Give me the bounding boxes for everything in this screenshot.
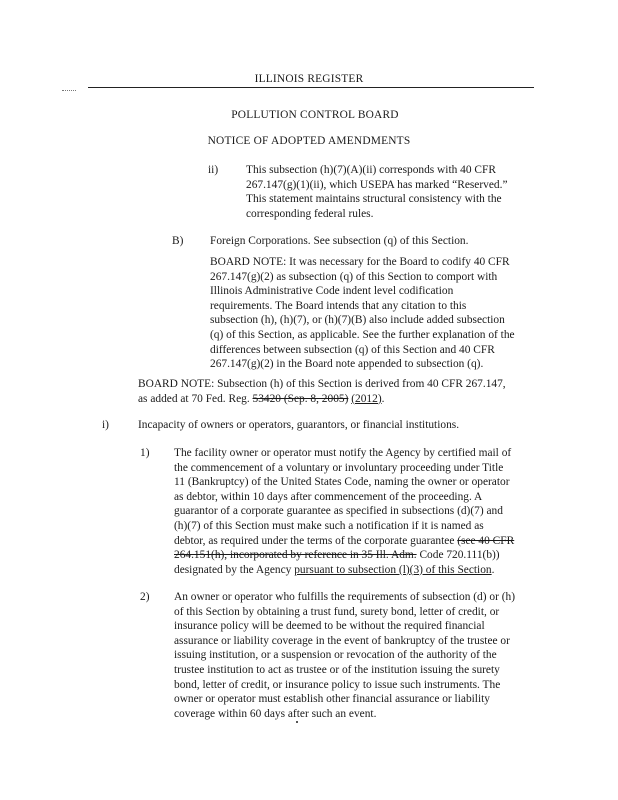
item-1-line: [174, 548, 500, 563]
added-text: pursuant to subsection (l)(3) of this Section: [294, 563, 492, 576]
text-run: .: [381, 392, 385, 405]
notice-title: NOTICE OF ADOPTED AMENDMENTS: [207, 135, 411, 147]
item-1-label: 1): [140, 447, 150, 459]
item-2-line: bond, letter of credit, or insurance policy to issue such instruments. The: [174, 678, 501, 691]
text-run: Code 720.111(b)): [416, 549, 500, 562]
board-note-1-line: 267.147(g)(2) in the Board note appended to subsection (q).: [210, 358, 484, 371]
item-1-line: [174, 563, 494, 578]
board-note-2-line: BOARD NOTE: Subsection (h) of this Section is derived from 40 CFR 267.147,: [138, 378, 506, 390]
item-1-line: guarantor of a corporate guarantee as specified in subsections (d)(7) and: [174, 505, 503, 518]
item-ii-label: ii): [208, 164, 219, 176]
item-1-line: as debtor, within 10 days after commencement of the proceeding. A: [174, 490, 483, 503]
board-note-1-line: 267.147(g)(2) as subsection (q) of this Section to comport with: [210, 270, 498, 283]
item-1-line: The facility owner or operator must notify the Agency by certified mail of: [174, 447, 512, 459]
header-rule: [88, 87, 534, 88]
item-B-label: B): [172, 235, 184, 247]
item-1-line: 11 (Bankruptcy) of the United States Code, naming the owner or operator: [174, 476, 510, 489]
item-ii-line: 267.147(g)(1)(ii), which USEPA has marked “Reserved.”: [246, 178, 508, 191]
board-note-1-line: requirements. The Board intends that any citation to this: [210, 299, 467, 312]
item-ii-line: This subsection (h)(7)(A)(ii) corresponds with 40 CFR: [246, 164, 496, 176]
register-title: ILLINOIS REGISTER: [254, 73, 364, 85]
deleted-text: 264.151(h), incorporated by reference in 35 Ill. Adm.: [174, 549, 417, 562]
item-B-text: Foreign Corporations. See subsection (q) of this Section.: [210, 235, 469, 247]
item-2-line: coverage within 60 days after such an event.: [174, 707, 377, 720]
item-ii-line: corresponding federal rules.: [246, 207, 374, 220]
item-i-text: Incapacity of owners or operators, guarantors, or financial institutions.: [138, 419, 460, 431]
text-run: debtor, as required under the terms of the corporate guarantee: [174, 534, 458, 547]
item-2-line: trustee institution to act as trustee or of the institution issuing the surety: [174, 664, 500, 676]
item-1-line: the commencement of a voluntary or involuntary proceeding under Title: [174, 461, 504, 474]
board-note-1-line: BOARD NOTE: It was necessary for the Board to codify 40 CFR: [210, 256, 510, 268]
board-note-1-line: differences between subsection (q) of this Section and 40 CFR: [210, 343, 495, 356]
item-ii-line: This statement maintains structural consistency with the: [246, 193, 502, 206]
item-1-line: (h)(7) of this Section must make such a notification if it is named as: [174, 520, 484, 532]
board-note-1-line: Illinois Administrative Code indent level codification: [210, 285, 454, 298]
board-note-2-line: [138, 392, 384, 407]
item-2-line: An owner or operator who fulfills the requirements of subsection (d) or (h): [174, 591, 515, 603]
text-run: as added at 70 Fed. Reg.: [138, 392, 253, 405]
item-2-line: assurance or liability coverage in the event of bankruptcy of the trustee or: [174, 634, 510, 647]
item-2-line: insurance policy will be deemed to be without the required financial: [174, 620, 485, 633]
item-2-line: of this Section by obtaining a trust fund, surety bond, letter of credit, or: [174, 605, 500, 618]
scan-speck: [296, 721, 298, 723]
board-title: POLLUTION CONTROL BOARD: [231, 109, 399, 121]
board-note-1-line: subsection (h), (h)(7), or (h)(7)(B) also include added subsection: [210, 314, 505, 327]
text-run: designated by the Agency: [174, 563, 295, 576]
board-note-1-line: (q) of this Section, as applicable. See the further explanation of the: [210, 329, 515, 341]
item-2-line: issuing institution, or a suspension or revocation of the authority of the: [174, 649, 497, 662]
item-2-line: owner or operator must establish other financial assurance or liability: [174, 693, 490, 706]
added-text: (2012): [351, 392, 382, 405]
text-run: .: [491, 563, 495, 576]
deleted-text: 53420 (Sep. 8, 2005): [252, 392, 349, 405]
item-i-label: i): [102, 419, 109, 431]
item-2-label: 2): [140, 591, 150, 603]
item-1-line: [174, 534, 514, 549]
header-rule-dots: [62, 90, 76, 92]
deleted-text: (see 40 CFR: [457, 534, 515, 547]
